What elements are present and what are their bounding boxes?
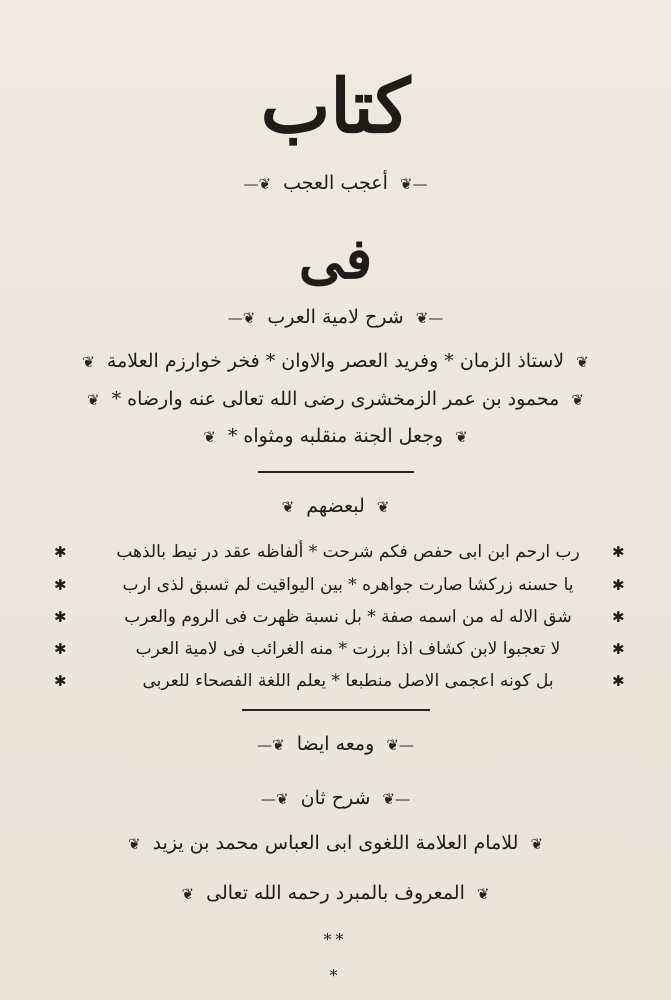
verse-text: بل كونه اعجمى الاصل منطبعا * يعلم اللغة الفصحاء للعربى [142,671,554,691]
author-text-2: محمود بن عمر الزمخشرى رضى الله تعالى عنه وارضاه * [111,388,560,410]
ornament-icon: ❦— [261,790,289,808]
ornament-icon: ❦ [281,498,295,516]
star-icon: ✱ [54,576,67,594]
verse-text: لا تعجبوا لابن كشاف اذا برزت * منه الغرائب فى لامية العرب [135,639,561,659]
ornament-icon: —❦ [382,790,410,808]
divider-rule [258,471,414,473]
verse-text: شق الاله له من اسمه صفة * بل نسبة ظهرت فى الروم والعرب [124,607,572,627]
book-title: كتاب [260,64,411,150]
star-icon: ✱ [54,543,67,561]
star-icon: ✱ [612,576,625,594]
sharh-title-line [0,306,671,328]
author-line-2 [0,388,671,410]
star-icon: ✱ [54,672,67,690]
star-icon: ✱ [612,608,625,626]
ornament-icon: ❦ [181,885,195,903]
star-icon: ✱ [612,543,625,561]
ornament-icon: ❦— [257,736,285,754]
ornament-icon: ❦— [227,309,256,327]
author-text-3: وجعل الجنة منقلبه ومثواه * [227,425,444,447]
maruf-text: المعروف بالمبرد رحمه الله تعالى [206,882,465,904]
ornament-icon: ❦ [571,391,584,409]
sharh-thani: شرح ثان [300,787,371,809]
verse-row [0,570,671,600]
verse-text: رب ارحم ابن ابى حفص فكم شرحت * ألفاظه عقد در نيط بالذهب [116,542,580,562]
verse-row [0,666,671,696]
sharh-title: شرح لامية العرب [267,306,404,328]
star-icon: ✱ [612,672,625,690]
ornament-icon: ❦ [376,498,390,516]
stars-pair: ** [323,930,348,949]
verse-row [0,634,671,664]
star-icon: ✱ [612,640,625,658]
ornament-icon: —❦ [399,175,428,193]
subtitle: أعجب العجب [283,172,388,194]
ornament-icon: ❦ [127,835,141,853]
divider-rule [242,709,430,711]
ornament-icon: —❦ [386,736,414,754]
star-icon: ✱ [54,640,67,658]
li-baadihim: لبعضهم [306,495,365,517]
li-baadihim-line [0,495,671,517]
ornament-icon: ❦ [203,428,216,446]
verse-text: يا حسنه زركشا صارت جواهره * بين اليواقيت لم تسبق لذى ارب [122,575,574,595]
ornament-icon: ❦ [476,885,490,903]
wa-maahu-line [0,733,671,755]
wa-maahu: ومعه ايضا [296,733,375,755]
imam-line [0,832,671,854]
author-line-3 [0,425,671,447]
imam-text: للامام العلامة اللغوى ابى العباس محمد بن يزيد [152,832,519,854]
ornament-icon: ❦ [82,353,95,371]
author-line-1 [0,350,671,372]
preposition-fi: فى [298,226,373,292]
verse-row [0,602,671,632]
ornament-icon: ❦ [576,353,589,371]
subtitle-line [0,172,671,194]
star-final: * [329,966,342,985]
ornament-icon: ❦— [243,175,272,193]
ornament-icon: ❦ [530,835,544,853]
author-text-1: لاستاذ الزمان * وفريد العصر والاوان * فخر خوارزم العلامة [106,350,565,372]
star-icon: ✱ [54,608,67,626]
maruf-line [0,882,671,904]
ornament-icon: ❦ [455,428,468,446]
ornament-icon: ❦ [87,391,100,409]
ornament-icon: —❦ [415,309,444,327]
verse-row [0,537,671,567]
sharh-thani-line [0,787,671,809]
